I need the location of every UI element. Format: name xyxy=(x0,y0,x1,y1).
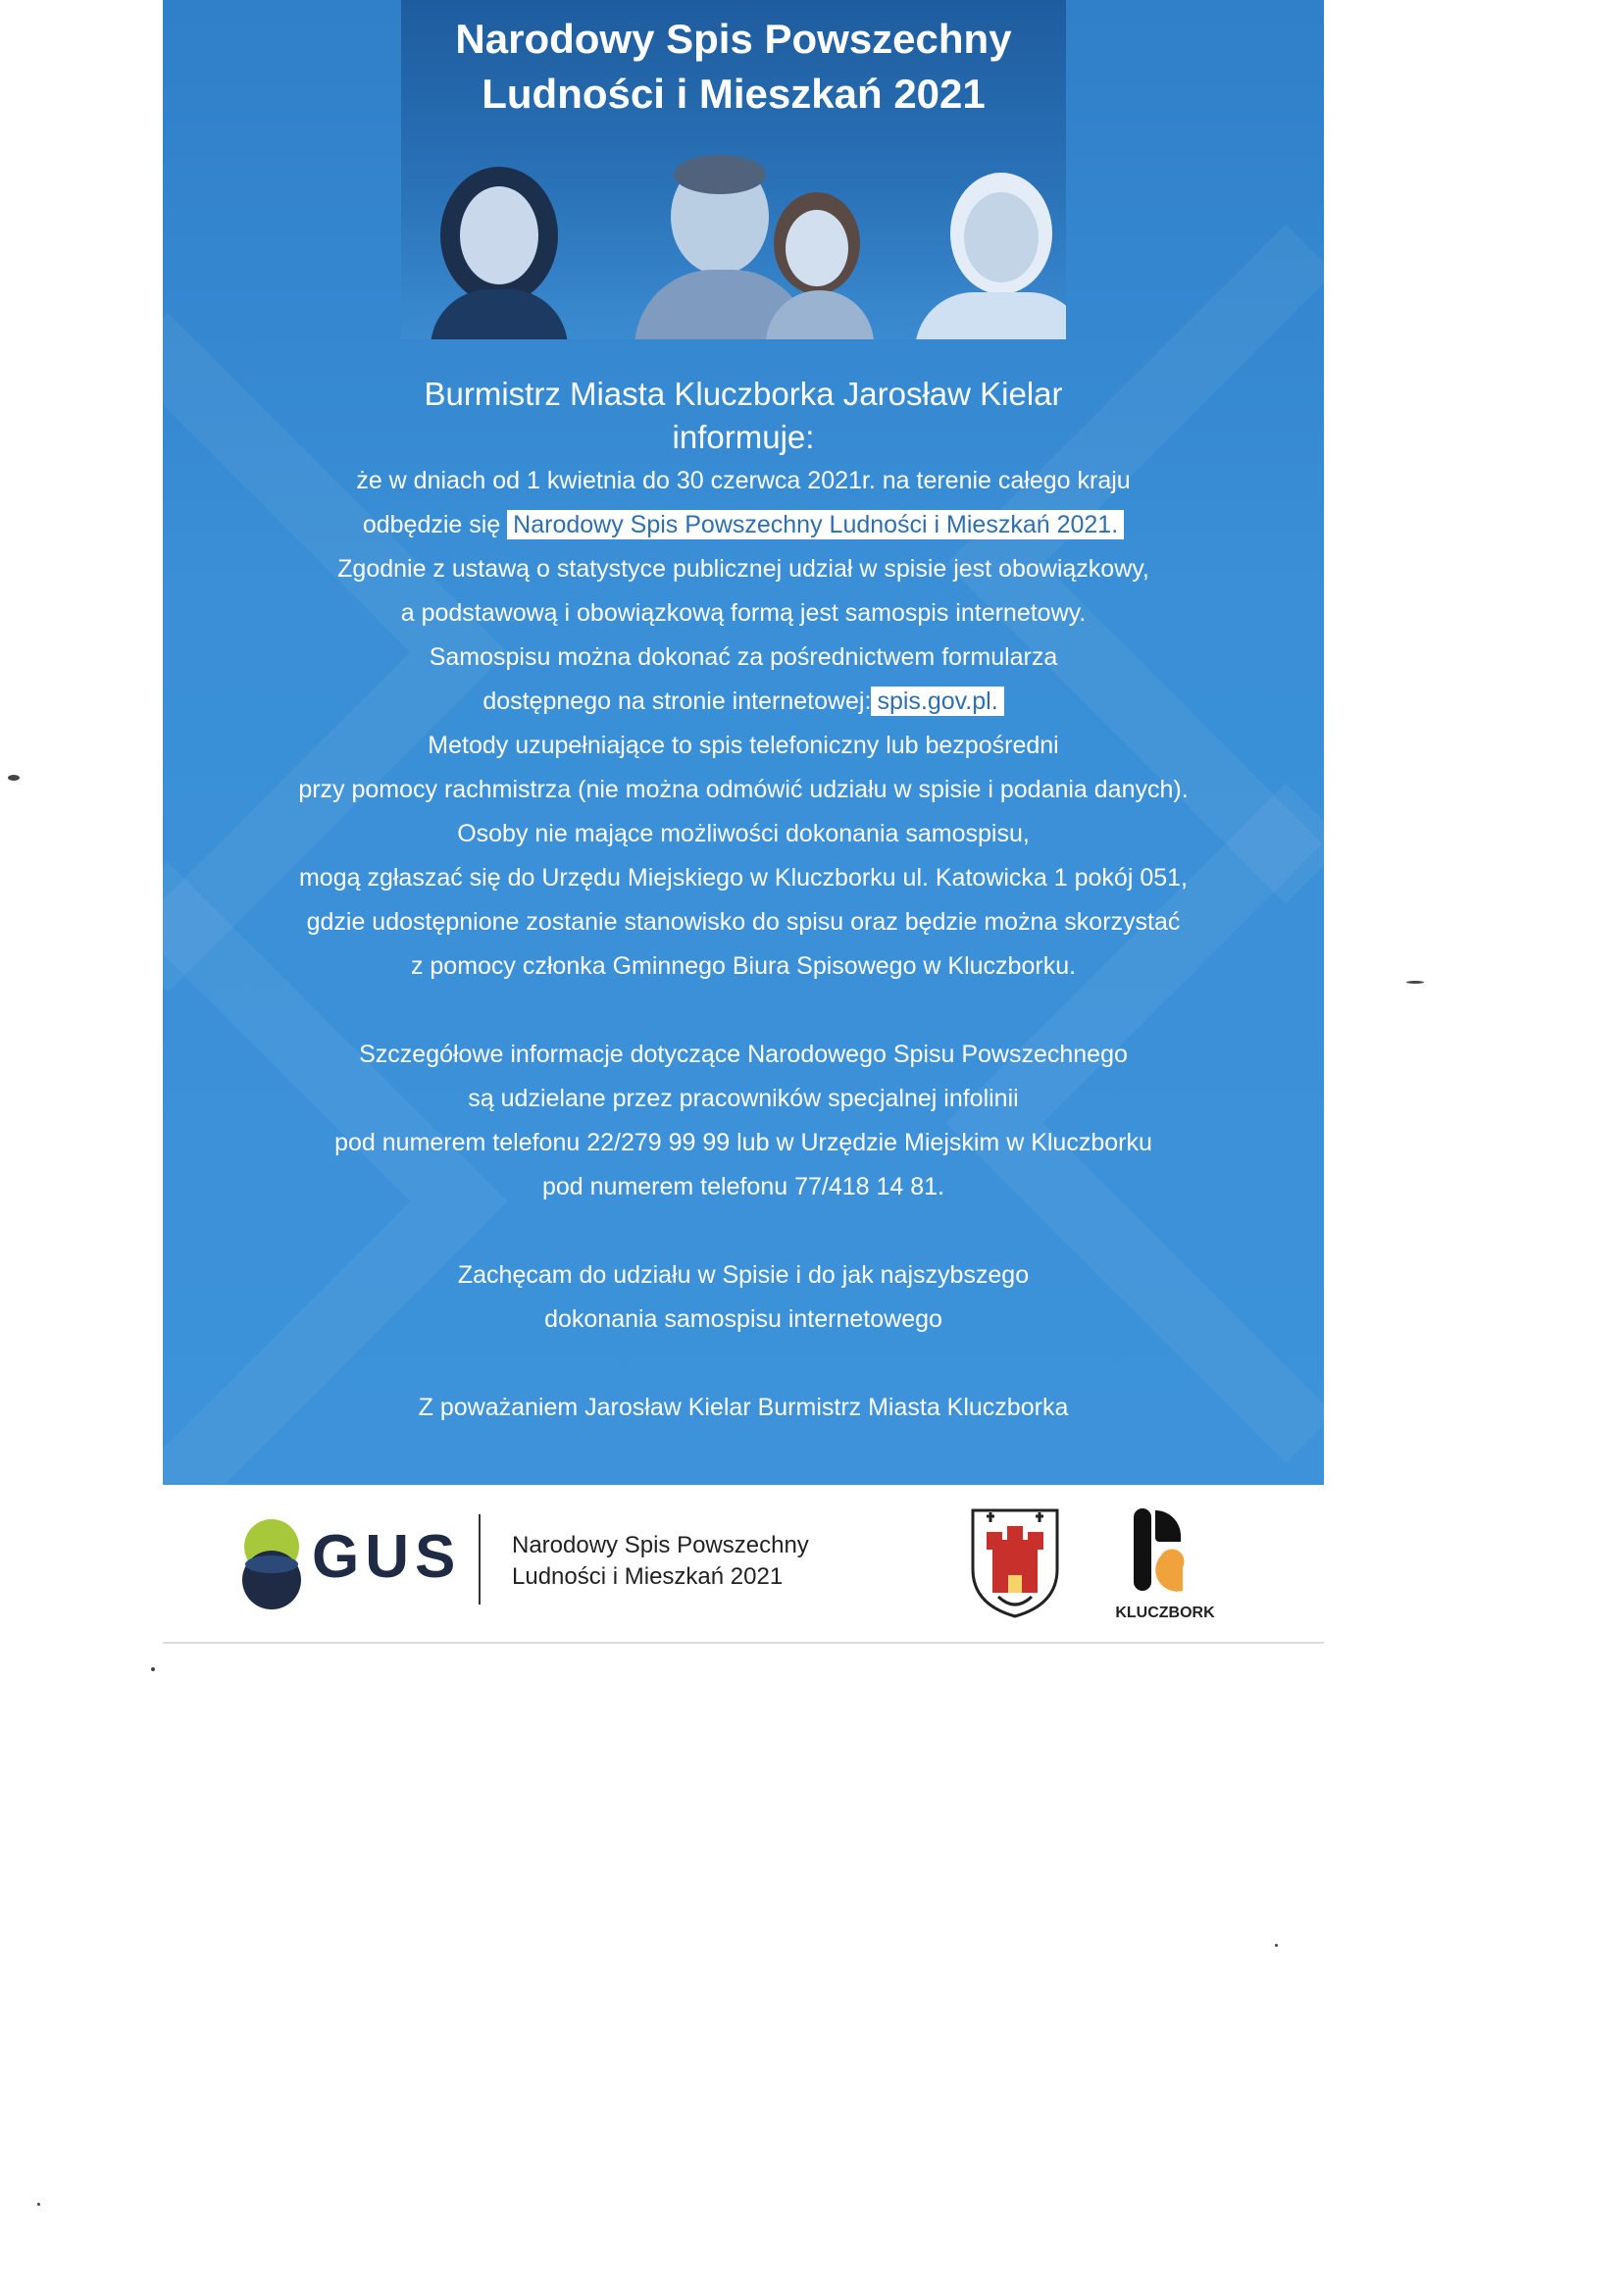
coat-of-arms-icon xyxy=(969,1506,1061,1620)
footer-caption-line1: Narodowy Spis Powszechny xyxy=(512,1532,809,1558)
announcement-line: z pomocy członka Gminnego Biura Spisowego w Kluczborku. xyxy=(410,952,1077,980)
footer-caption-line2: Ludności i Mieszkań 2021 xyxy=(512,1563,784,1590)
announcement-line: przy pomocy rachmistrza (nie można odmówić udziału w spisie i podania danych). xyxy=(298,776,1189,803)
scan-speck xyxy=(1406,981,1424,984)
poster-title-line2: Ludności i Mieszkań 2021 xyxy=(482,71,986,117)
gus-wordmark: GUS xyxy=(312,1523,462,1591)
spacer xyxy=(163,1342,1324,1386)
info-line: pod numerem telefonu 77/418 14 81. xyxy=(541,1173,945,1200)
census-flyer xyxy=(163,0,1324,1644)
announcement-line: Samospisu można dokonać za pośrednictwem formularza xyxy=(429,643,1058,671)
info-line: pod numerem telefonu 22/279 99 99 lub w Urzędzie Miejskim w Kluczborku xyxy=(334,1129,1152,1156)
scan-speck xyxy=(1275,1944,1278,1947)
scan-speck xyxy=(151,1667,155,1671)
flyer-blue-panel xyxy=(163,0,1324,1485)
spacer xyxy=(163,989,1324,1033)
gus-logo-icon xyxy=(239,1514,304,1612)
footer-caption xyxy=(512,1530,809,1593)
kluczbork-logo-icon xyxy=(1126,1504,1204,1595)
spacer xyxy=(163,1209,1324,1253)
scan-speck xyxy=(8,775,20,781)
signature: Z poważaniem Jarosław Kielar Burmistrz Miasta Kluczborka xyxy=(418,1394,1069,1421)
info-line: są udzielane przez pracowników specjalnej infolinii xyxy=(468,1085,1019,1112)
poster-title xyxy=(401,12,1066,122)
announcement-line: Osoby nie mające możliwości dokonania samospisu, xyxy=(457,820,1030,847)
announcement-text: dostępnego na stronie internetowej: xyxy=(482,688,872,715)
encourage-line: dokonania samospisu internetowego xyxy=(544,1305,942,1333)
announcement-line: że w dniach od 1 kwietnia do 30 czerwca 2021r. na terenie całego kraju xyxy=(356,467,1131,494)
announcement-line: Metody uzupełniające to spis telefoniczny lub bezpośredni xyxy=(428,732,1059,759)
census-website-link[interactable]: spis.gov.pl. xyxy=(871,687,1003,716)
announcement xyxy=(163,373,1324,1430)
announcement-heading-line2: informuje: xyxy=(672,419,815,455)
encourage-line: Zachęcam do udziału w Spisie i do jak najszybszego xyxy=(457,1261,1030,1289)
announcement-line: mogą zgłaszać się do Urzędu Miejskiego w Kluczborku ul. Katowicka 1 pokój 051, xyxy=(298,864,1188,892)
header-photo xyxy=(401,0,1066,339)
announcement-heading-line1: Burmistrz Miasta Kluczborka Jarosław Kielar xyxy=(424,376,1063,412)
announcement-line: gdzie udostępnione zostanie stanowisko do spisu oraz będzie można skorzystać xyxy=(306,908,1181,936)
info-line: Szczegółowe informacje dotyczące Narodowego Spisu Powszechnego xyxy=(359,1041,1128,1068)
poster-title-line1: Narodowy Spis Powszechny xyxy=(455,16,1012,62)
announcement-line xyxy=(163,680,1324,724)
flyer-footer xyxy=(163,1485,1324,1644)
announcement-line xyxy=(163,503,1324,547)
scan-speck xyxy=(37,2203,40,2206)
announcement-line: a podstawową i obowiązkową formą jest samospis internetowy. xyxy=(400,599,1087,627)
announcement-line: Zgodnie z ustawą o statystyce publicznej udział w spisie jest obowiązkowy, xyxy=(337,555,1149,583)
kluczbork-wordmark: KLUCZBORK xyxy=(1115,1605,1215,1621)
census-name-highlight: Narodowy Spis Powszechny Ludności i Mieszkań 2021. xyxy=(507,510,1124,539)
announcement-text: odbędzie się xyxy=(362,511,508,538)
footer-divider xyxy=(479,1514,481,1605)
